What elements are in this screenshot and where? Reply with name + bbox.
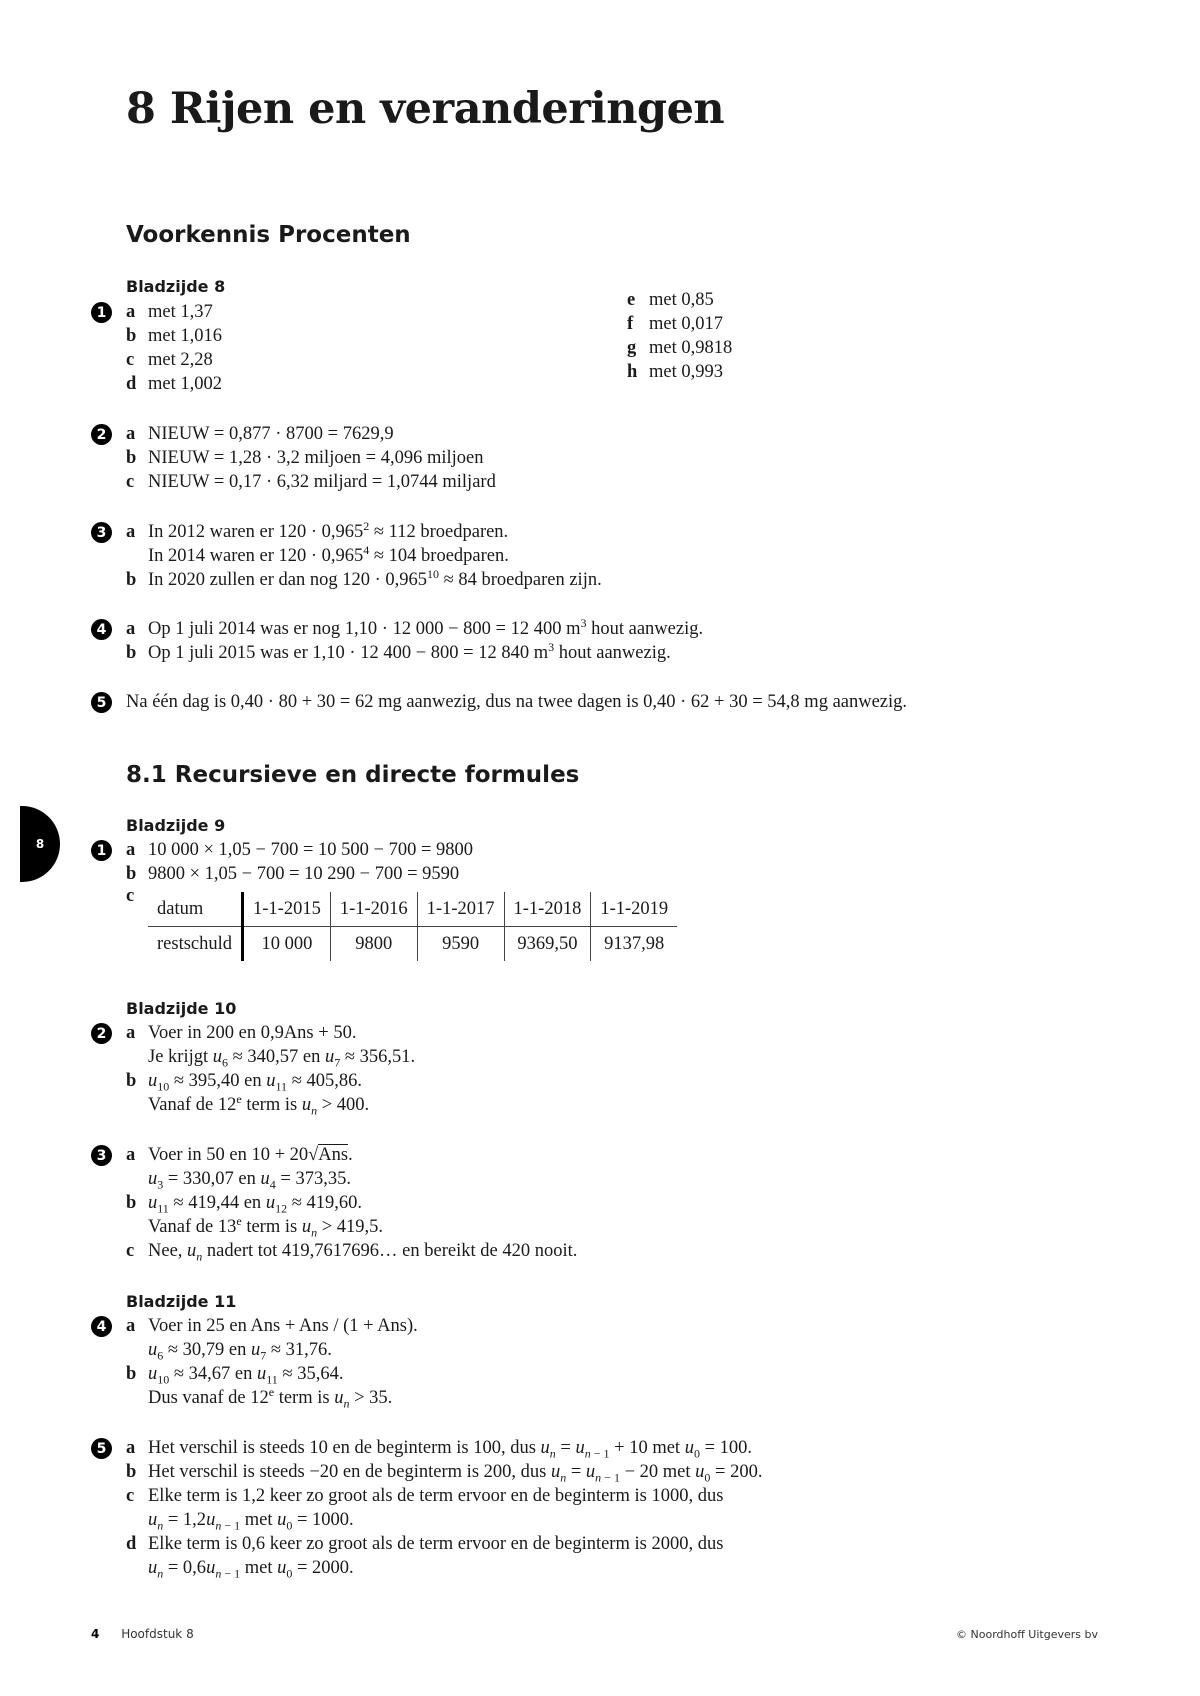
section-heading-voorkennis: Voorkennis Procenten xyxy=(126,222,411,248)
answer-block-81-q3: a Voer in 50 en 10 + 20√Ans. $u_3 = 330,07$ en $u_4 = 373,35$. b $u_{11} \approx 419,44$ en $u_{12} \approx 419,60$. Vanaf de 13e term is $u_n > 419,5$. c Nee, $u_n$ nadert tot 419,7617696… en bereikt de 420 nooit. xyxy=(126,1145,578,1264)
table-cell: 9137,98 xyxy=(604,933,665,954)
table-header-restschuld: restschuld xyxy=(148,927,243,962)
question-number-5: 5 xyxy=(91,1438,112,1459)
question-number-1: 1 xyxy=(91,302,112,323)
table-cell: 1-1-2016 xyxy=(330,892,417,927)
question-number-5: 5 xyxy=(91,692,112,713)
answer-block-q3: a In 2012 waren er $120 \cdot 0,965^2 \approx 112$ broedparen. In 2014 waren er $120 \cdot 0,965^4 \approx 104$ broedparen. b In 2020 zullen er dan nog $120 \cdot 0,965^{10} \approx 84$ broedparen zijn. xyxy=(126,518,602,590)
section-heading-8-1: 8.1 Recursieve en directe formules xyxy=(126,762,580,788)
page-footer xyxy=(91,1627,194,1641)
page-ref-9: Bladzijde 9 xyxy=(126,816,226,835)
answer-block-81-q2: a Voer in 200 en 0,9Ans + 50. Je krijgt $u_6 \approx 340,57$ en $u_7 \approx 356,51$. b $u_{10} \approx 395,40$ en $u_{11} \approx 405,86$. Vanaf de 12e term is $u_n > 400$. xyxy=(126,1023,416,1118)
question-number-2: 2 xyxy=(91,1023,112,1044)
chapter-label: Hoofdstuk 8 xyxy=(121,1627,194,1641)
chapter-title: 8 Rijen en veranderingen xyxy=(126,84,725,134)
table-cell: 9369,50 xyxy=(504,927,591,962)
page-ref-10: Bladzijde 10 xyxy=(126,999,237,1018)
page-number: 4 xyxy=(91,1627,100,1641)
answer-block-q4: a Op 1 juli 2014 was er nog 1,10 · 12 000 − 800 = 12 400 $m^3$ hout aanwezig. b Op 1 juli 2015 was er 1,10 · 12 400 − 800 = 12 840 $m^3$ hout aanwezig. xyxy=(126,615,704,663)
table-cell: 1-1-2015 xyxy=(243,892,331,927)
data-table xyxy=(148,892,677,961)
item-letter-c: c xyxy=(126,886,135,906)
answer-block-q1-right: e met 0,85 f met 0,017 g met 0,9818 h met 0,993 xyxy=(627,290,733,382)
sqrt-symbol: √ xyxy=(308,1145,319,1165)
table-cell: 9800 xyxy=(330,927,417,962)
chapter-tab: 8 xyxy=(20,806,60,882)
table-header-datum: datum xyxy=(148,892,243,927)
answer-block-q1-left: a met 1,37 b met 1,016 c met 2,28 d met 1,002 xyxy=(126,302,222,394)
question-number-3: 3 xyxy=(91,522,112,543)
table-cell: 1-1-2018 xyxy=(504,892,591,927)
table-cell: 10 000 xyxy=(243,927,331,962)
answer-block-81-q4: a Voer in 25 en Ans + Ans / (1 + Ans). $u_6 \approx 30,79$ en $u_7 \approx 31,76$. b $u_{10} \approx 34,67$ en $u_{11} \approx 35,64$. Dus vanaf de 12e term is $u_n > 35$. xyxy=(126,1316,418,1411)
page-ref-8: Bladzijde 8 xyxy=(126,277,226,296)
copyright: © Noordhoff Uitgevers bv xyxy=(956,1628,1098,1641)
table-cell: 1-1-2017 xyxy=(417,892,504,927)
question-number-4: 4 xyxy=(91,619,112,640)
question-number-2: 2 xyxy=(91,424,112,445)
table-cell: 9590 xyxy=(417,927,504,962)
table-cell: 1-1-2019 xyxy=(591,892,677,927)
question-number-4: 4 xyxy=(91,1316,112,1337)
answer-block-q2: a NIEUW = 0,877 · 8700 = 7629,9 b NIEUW = 1,28 · 3,2 miljoen = 4,096 miljoen c NIEUW = 0,17 · 6,32 miljard = 1,0744 miljard xyxy=(126,424,496,492)
page-ref-11: Bladzijde 11 xyxy=(126,1292,237,1311)
question-number-3: 3 xyxy=(91,1145,112,1166)
answer-block-81-q1: a 10 000 × 1,05 − 700 = 10 500 − 700 = 9800 b 9800 × 1,05 − 700 = 10 290 − 700 = 9590 xyxy=(126,840,474,884)
question-number-1: 1 xyxy=(91,840,112,861)
answer-q5: Na één dag is 0,40 · 80 + 30 = 62 mg aanwezig, dus na twee dagen is 0,40 · 62 + 30 = 54,8 mg aanwezig. xyxy=(126,692,908,712)
answer-block-81-q5: a Het verschil is steeds 10 en de beginterm is 100, dus $u_n = u_{n - 1} + 10$ met $u_0 = 100$. b Het verschil is steeds −20 en de beginterm is 200, dus $u_n = u_{n - 1} - 20$ met $u_0 = 200$. c Elke term is 1,2 keer zo groot als de term ervoor en de beginterm is 1000, dus $u_n = 1,2u_{n - 1}$ met $u_0 = 1000$. d Elke term is 0,6 keer zo groot als de term ervoor en de beginterm is 2000, dus $u_n = 0,6u_{n - 1}$ met $u_0 = 2000$. xyxy=(126,1438,763,1581)
